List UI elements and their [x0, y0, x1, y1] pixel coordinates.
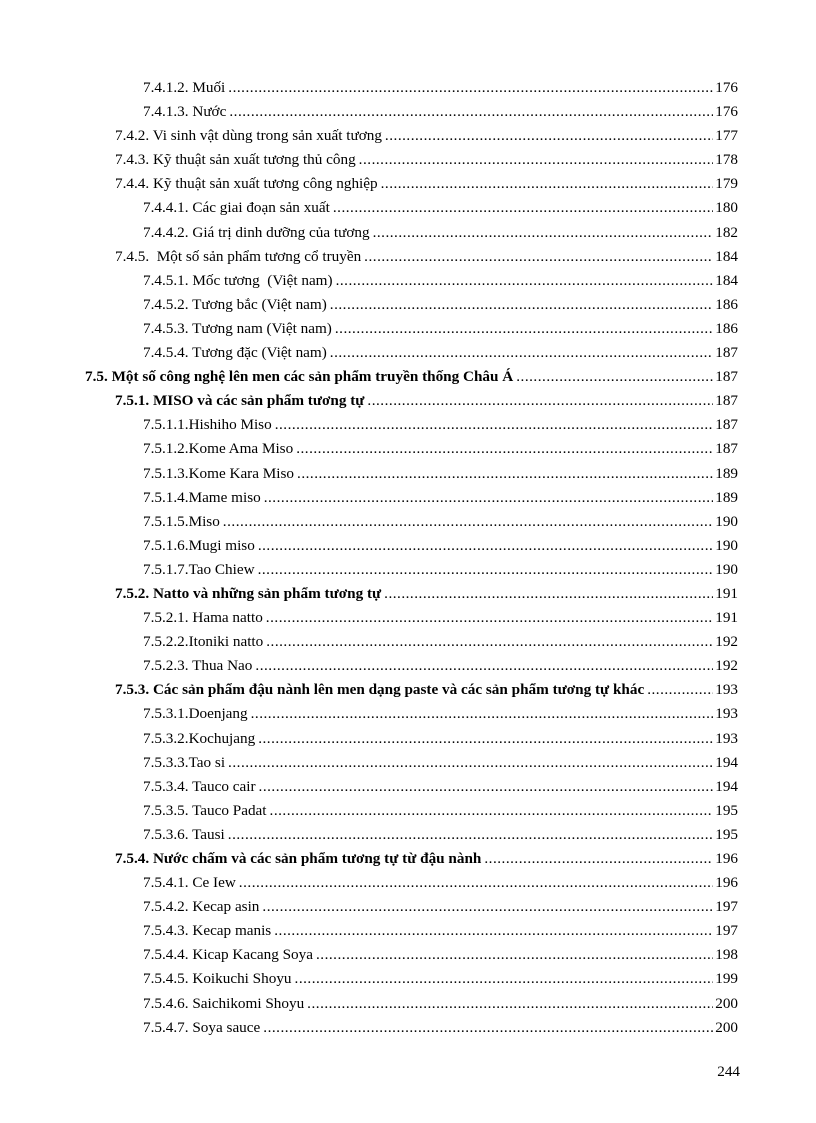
toc-entry-title: 7.4.1.2. Muối [143, 79, 226, 96]
toc-entry-title: 7.5.1.1.Hishiho Miso [143, 416, 272, 434]
toc-entry[interactable] [0, 678, 816, 702]
toc-entry[interactable] [0, 76, 816, 100]
dot-leader [259, 775, 713, 799]
toc-entry-page: 189 [715, 488, 738, 506]
dot-leader [266, 630, 713, 654]
toc-entry-title: 7.5.4.2. Kecap asin [143, 898, 260, 916]
toc-entry-page: 189 [715, 464, 738, 482]
toc-entry[interactable] [0, 365, 816, 389]
toc-entry-title: 7.5.1.6.Mugi miso [143, 536, 255, 554]
toc-entry-page: 200 [715, 1018, 738, 1036]
toc-entry[interactable] [0, 895, 816, 919]
toc-entry[interactable] [0, 221, 816, 245]
toc-entry-title: 7.4.4.1. Các giai đoạn sản xuất [143, 199, 330, 217]
toc-entry[interactable] [0, 582, 816, 606]
toc-entry-page: 195 [715, 801, 738, 819]
toc-entry[interactable] [0, 124, 816, 148]
toc-entry-title: 7.4.5.3. Tương nam (Việt nam) [143, 319, 332, 337]
toc-entry-page: 196 [715, 850, 738, 867]
dot-leader [381, 172, 713, 196]
toc-entry-page: 200 [715, 994, 738, 1012]
dot-leader [258, 558, 713, 582]
toc-entry[interactable] [0, 654, 816, 678]
toc-entry[interactable] [0, 727, 816, 751]
toc-entry-page: 184 [715, 271, 738, 289]
dot-leader [270, 799, 713, 823]
toc-entry-title: 7.5.1. MISO và các sản phẩm tương tự [115, 392, 365, 410]
dot-leader [258, 534, 713, 558]
toc-entry-page: 187 [715, 416, 738, 434]
toc-entry-page: 194 [715, 777, 738, 795]
dot-leader [223, 510, 713, 534]
toc-entry[interactable] [0, 341, 816, 365]
toc-entry[interactable] [0, 437, 816, 461]
dot-leader [333, 196, 713, 220]
toc-entry-page: 187 [715, 440, 738, 458]
dot-leader [262, 895, 713, 919]
toc-entry-page: 193 [715, 729, 738, 747]
toc-entry[interactable] [0, 317, 816, 341]
toc-entry-title: 7.4.5.4. Tương đặc (Việt nam) [143, 344, 327, 362]
toc-entry[interactable] [0, 992, 816, 1016]
dot-leader [359, 148, 713, 172]
toc-entry-page: 197 [715, 898, 738, 916]
dot-leader [251, 702, 713, 726]
dot-leader [335, 317, 713, 341]
toc-entry[interactable] [0, 172, 816, 196]
toc-entry-page: 176 [715, 103, 738, 121]
dot-leader [364, 245, 713, 269]
toc-entry[interactable] [0, 245, 816, 269]
dot-leader [274, 919, 713, 943]
toc-entry-title: 7.5.1.4.Mame miso [143, 488, 261, 506]
toc-entry-title: 7.5.4.4. Kicap Kacang Soya [143, 946, 313, 964]
toc-entry-page: 178 [715, 151, 738, 169]
toc-entry-title: 7.4.2. Vi sinh vật dùng trong sản xuất tương [115, 127, 382, 145]
toc-entry-title: 7.5.2. Natto và những sản phẩm tương tự [115, 584, 382, 602]
toc-entry-title: 7.4.5.1. Mốc tương (Việt nam) [143, 271, 333, 289]
toc-entry-page: 186 [715, 295, 738, 313]
dot-leader [228, 823, 713, 847]
toc-entry-page: 192 [715, 657, 738, 675]
toc-entry-page: 180 [715, 199, 738, 217]
dot-leader [647, 678, 713, 702]
dot-leader [296, 437, 713, 461]
toc-entry[interactable] [0, 871, 816, 895]
toc-entry-title: 7.5.1.7.Tao Chiew [143, 560, 255, 578]
dot-leader [330, 341, 713, 365]
toc-entry-title: 7.5.4. Nước chấm và các sản phẩm tương tự từ đậu nành [115, 850, 482, 867]
toc-entry[interactable] [0, 510, 816, 534]
toc-entry-page: 177 [715, 127, 738, 145]
toc-entry-title: 7.4.5.2. Tương bắc (Việt nam) [143, 295, 327, 313]
toc-entry-title: 7.5.3.5. Tauco Padat [143, 801, 267, 819]
toc-entry-title: 7.5.3.4. Tauco cair [143, 777, 256, 795]
dot-leader [385, 124, 713, 148]
toc-entry[interactable] [0, 413, 816, 437]
toc-entry-page: 187 [715, 392, 738, 410]
toc-entry[interactable] [0, 967, 816, 991]
toc-entry-page: 192 [715, 633, 738, 651]
toc-entry-page: 198 [715, 946, 738, 964]
toc-entry[interactable] [0, 702, 816, 726]
dot-leader [229, 100, 713, 124]
toc-entry-page: 193 [715, 705, 738, 723]
toc-entry-title: 7.5.4.6. Saichikomi Shoyu [143, 994, 305, 1012]
toc-entry[interactable] [0, 462, 816, 486]
toc-entry[interactable] [0, 775, 816, 799]
dot-leader [266, 606, 713, 630]
dot-leader [384, 582, 713, 606]
dot-leader [228, 751, 713, 775]
toc-entry-page: 194 [715, 753, 738, 771]
dot-leader [297, 462, 713, 486]
toc-entry-title: 7.5.2.1. Hama natto [143, 609, 263, 627]
table-of-contents [0, 76, 816, 1040]
dot-leader [295, 967, 713, 991]
toc-entry[interactable] [0, 196, 816, 220]
dot-leader [263, 1016, 713, 1040]
toc-entry-page: 182 [715, 223, 738, 241]
toc-entry-title: 7.5.3.1.Doenjang [143, 705, 248, 723]
toc-entry[interactable] [0, 148, 816, 172]
toc-entry-title: 7.5.1.5.Miso [143, 512, 220, 530]
toc-entry[interactable] [0, 486, 816, 510]
toc-entry-title: 7.5.1.3.Kome Kara Miso [143, 464, 295, 482]
toc-entry-page: 191 [715, 609, 738, 627]
toc-entry[interactable] [0, 751, 816, 775]
dot-leader [516, 365, 713, 389]
toc-entry-title: 7.5.4.7. Soya sauce [143, 1018, 261, 1036]
toc-entry-title: 7.4.1.3. Nước [143, 103, 227, 121]
toc-entry[interactable] [0, 1016, 816, 1040]
toc-entry[interactable] [0, 919, 816, 943]
toc-entry-page: 199 [715, 970, 738, 988]
toc-entry-title: 7.5.2.2.Itoniki natto [143, 633, 264, 651]
dot-leader [228, 76, 713, 100]
toc-entry[interactable] [0, 630, 816, 654]
toc-entry-page: 186 [715, 319, 738, 337]
dot-leader [484, 847, 713, 871]
toc-entry-page: 191 [715, 584, 738, 602]
toc-entry-page: 190 [715, 536, 738, 554]
toc-entry-title: 7.5.4.1. Ce Iew [143, 874, 236, 892]
toc-entry-title: 7.4.3. Kỹ thuật sản xuất tương thủ công [115, 151, 356, 169]
toc-entry[interactable] [0, 269, 816, 293]
toc-entry-title: 7.5.4.3. Kecap manis [143, 922, 272, 940]
toc-entry[interactable] [0, 389, 816, 413]
toc-entry-title: 7.4.4.2. Giá trị dinh dưỡng của tương [143, 223, 370, 241]
toc-entry-title: 7.5. Một số công nghệ lên men các sản phẩm truyền thống Châu Á [85, 368, 514, 386]
dot-leader [330, 293, 713, 317]
toc-entry-page: 193 [715, 681, 738, 699]
dot-leader [316, 943, 713, 967]
toc-entry-page: 187 [715, 368, 738, 386]
toc-entry-title: 7.5.1.2.Kome Ama Miso [143, 440, 294, 458]
dot-leader [367, 389, 713, 413]
dot-leader [336, 269, 713, 293]
toc-entry-page: 176 [715, 79, 738, 96]
dot-leader [307, 992, 713, 1016]
toc-entry-page: 196 [715, 874, 738, 892]
toc-entry-title: 7.5.2.3. Thua Nao [143, 657, 253, 675]
toc-entry-title: 7.5.3.6. Tausi [143, 825, 225, 843]
toc-entry-title: 7.5.3.2.Kochujang [143, 729, 256, 747]
toc-entry-title: 7.5.3. Các sản phẩm đậu nành lên men dạng paste và các sản phẩm tương tự khác [115, 681, 645, 699]
toc-entry[interactable] [0, 534, 816, 558]
toc-entry-page: 197 [715, 922, 738, 940]
toc-entry-page: 179 [715, 175, 738, 193]
dot-leader [255, 654, 713, 678]
toc-entry-title: 7.5.4.5. Koikuchi Shoyu [143, 970, 292, 988]
dot-leader [258, 727, 713, 751]
toc-entry-title: 7.4.4. Kỹ thuật sản xuất tương công nghiệp [115, 175, 378, 193]
toc-entry-page: 195 [715, 825, 738, 843]
toc-entry[interactable] [0, 606, 816, 630]
toc-entry[interactable] [0, 799, 816, 823]
toc-entry-page: 190 [715, 512, 738, 530]
toc-entry[interactable] [0, 100, 816, 124]
toc-entry[interactable] [0, 558, 816, 582]
toc-entry[interactable] [0, 943, 816, 967]
dot-leader [264, 486, 713, 510]
toc-entry-page: 187 [715, 344, 738, 362]
toc-entry-page: 184 [715, 247, 738, 265]
toc-entry[interactable] [0, 847, 816, 871]
toc-entry-title: 7.5.3.3.Tao si [143, 753, 226, 771]
dot-leader [275, 413, 713, 437]
toc-entry[interactable] [0, 823, 816, 847]
toc-entry[interactable] [0, 293, 816, 317]
dot-leader [373, 221, 713, 245]
toc-entry-title: 7.4.5. Một số sản phẩm tương cổ truyền [115, 247, 362, 265]
dot-leader [239, 871, 713, 895]
toc-entry-page: 190 [715, 560, 738, 578]
page-number: 244 [717, 1063, 740, 1080]
